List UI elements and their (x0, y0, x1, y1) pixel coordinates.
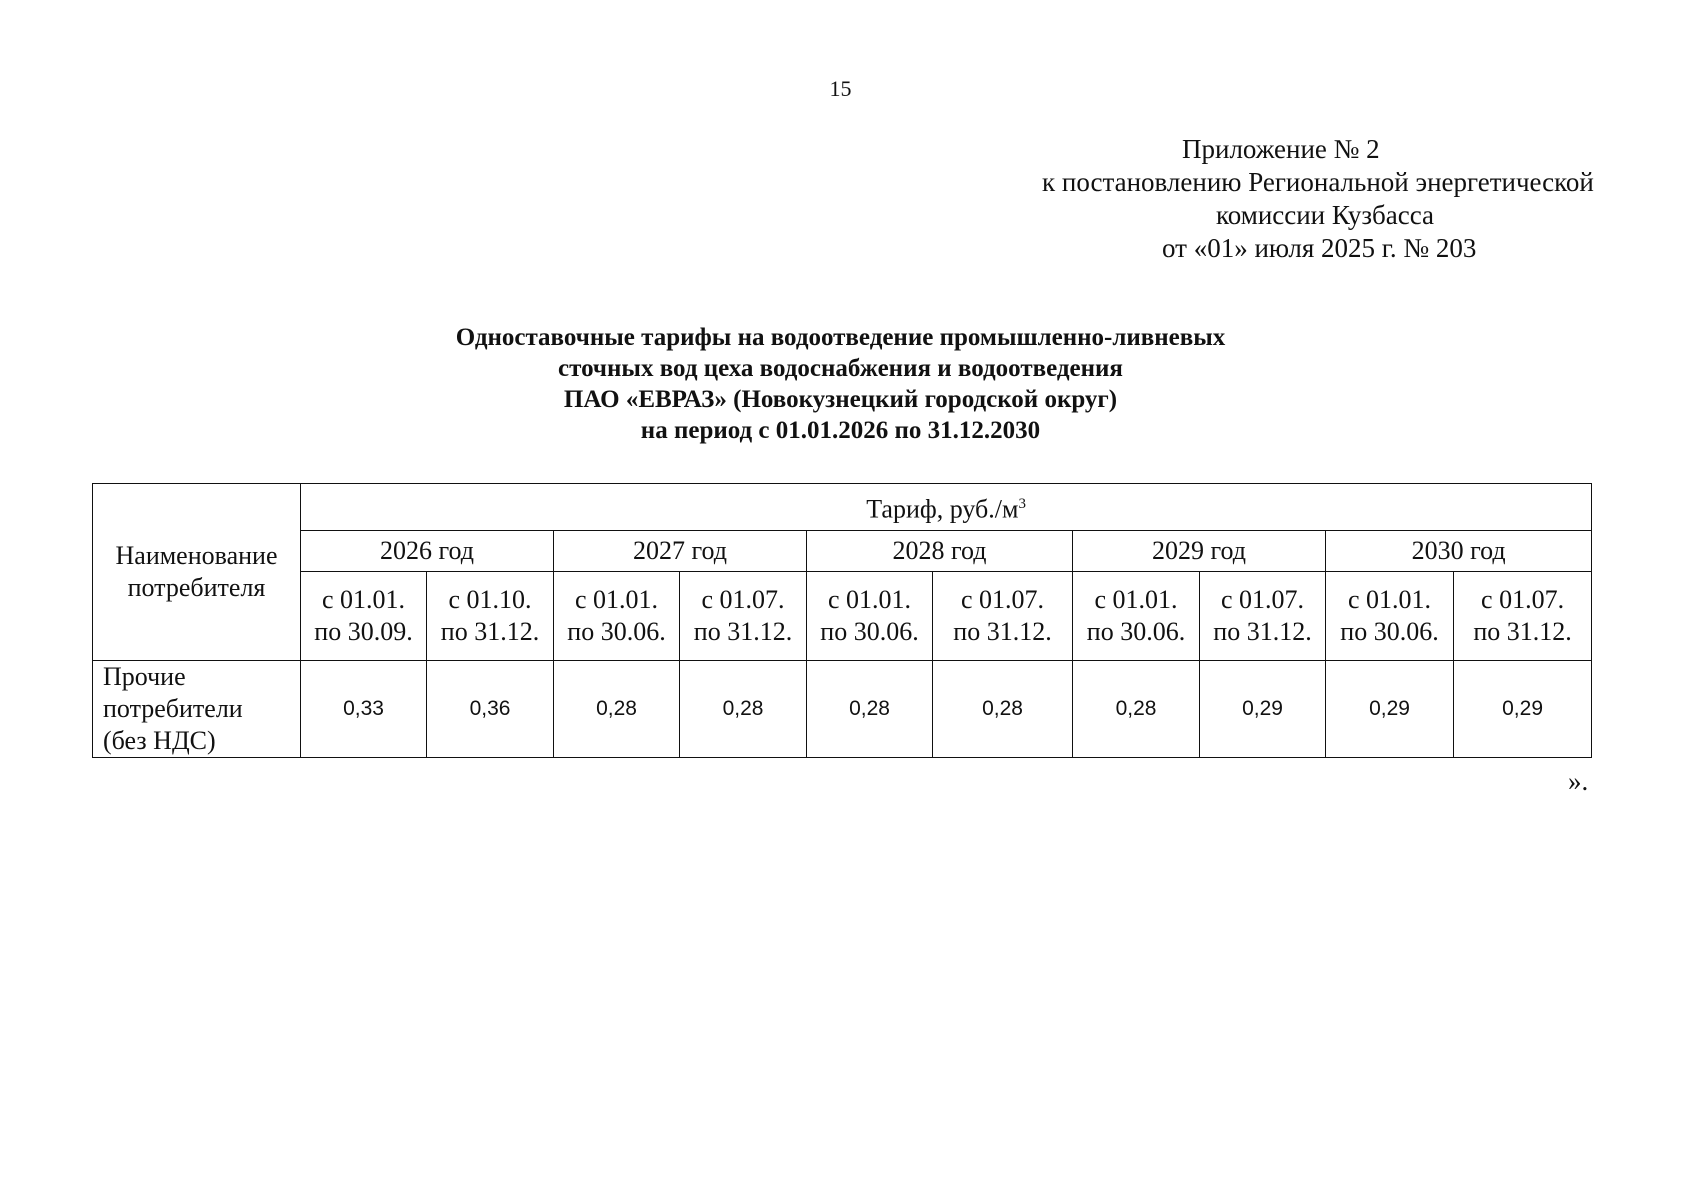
years-row (93, 531, 1592, 572)
tariff-value-cell: 0,28 (933, 661, 1073, 758)
period-header (301, 572, 427, 661)
tariff-value-cell: 0,29 (1200, 661, 1326, 758)
appendix-line: комиссии Кузбасса (1216, 200, 1435, 230)
tariff-value-cell: 0,29 (1454, 661, 1592, 758)
period-from: с 01.01. (1347, 585, 1432, 614)
period-header (1200, 572, 1326, 661)
tariff-value-cell: 0,36 (427, 661, 554, 758)
period-from: с 01.01. (1094, 585, 1178, 614)
period-from: с 01.07. (1481, 585, 1565, 614)
page-number: 15 (829, 76, 852, 101)
period-to: по 31.12. (440, 617, 540, 646)
tariff-value-cell: 0,28 (554, 661, 680, 758)
period-to: по 30.09. (314, 617, 413, 646)
header-text: потребителя (127, 573, 266, 602)
appendix-line: к постановлению Региональной энергетической (1042, 167, 1594, 197)
title-line: на период с 01.01.2026 по 31.12.2030 (640, 417, 1041, 444)
consumer-name-cell (93, 661, 301, 758)
title-line: сточных вод цеха водоснабжения и водоотведения (558, 355, 1123, 382)
appendix-line: Приложение № 2 (1182, 134, 1380, 164)
period-from: с 01.07. (960, 585, 1045, 614)
tariff-value-cell: 0,33 (301, 661, 427, 758)
consumer-name-line: (без НДС) (103, 726, 216, 755)
period-header (1454, 572, 1592, 661)
tariff-value-cell: 0,29 (1326, 661, 1454, 758)
year-header: 2026 год (301, 531, 554, 572)
period-header (933, 572, 1073, 661)
tariff-value-cell: 0,28 (680, 661, 807, 758)
tariff-header-superscript: 3 (1018, 496, 1026, 513)
period-to: по 30.06. (567, 617, 666, 646)
year-header: 2027 год (554, 531, 807, 572)
document-title (0, 322, 1681, 446)
consumer-name-header (93, 484, 301, 661)
table-row (93, 661, 1592, 758)
period-from: с 01.07. (701, 585, 785, 614)
title-line: ПАО «ЕВРАЗ» (Новокузнецкий городской округ) (563, 386, 1118, 413)
period-header (1073, 572, 1200, 661)
tariff-table (92, 483, 1592, 758)
tariff-header (301, 484, 1592, 531)
period-to: по 31.12. (953, 617, 1052, 646)
periods-row (93, 572, 1592, 661)
tariff-header-text: Тариф, руб./м (866, 494, 1019, 524)
period-from: с 01.01. (574, 585, 659, 614)
period-header (427, 572, 554, 661)
header-text: Наименование (115, 541, 278, 570)
consumer-name-line: Прочие (103, 662, 186, 691)
period-header (680, 572, 807, 661)
period-to: по 30.06. (1340, 617, 1439, 646)
closing-quote: ». (1568, 766, 1589, 796)
period-header (807, 572, 933, 661)
title-line: Одноставочные тарифы на водоотведение промышленно-ливневых (455, 324, 1226, 351)
period-to: по 31.12. (1213, 617, 1312, 646)
tariff-value-cell: 0,28 (1073, 661, 1200, 758)
year-header: 2030 год (1326, 531, 1592, 572)
period-header (554, 572, 680, 661)
year-header: 2028 год (807, 531, 1073, 572)
appendix-line: от «01» июля 2025 г. № 203 (1162, 233, 1477, 263)
consumer-name-line: потребители (103, 694, 243, 723)
period-to: по 30.06. (820, 617, 919, 646)
period-from: с 01.07. (1220, 585, 1305, 614)
period-to: по 30.06. (1086, 617, 1186, 646)
tariff-value-cell: 0,28 (807, 661, 933, 758)
period-from: с 01.01. (321, 585, 406, 614)
table-header-row (93, 484, 1592, 531)
period-from: с 01.10. (448, 585, 532, 614)
period-header (1326, 572, 1454, 661)
period-to: по 31.12. (693, 617, 793, 646)
appendix-header (1000, 133, 1681, 265)
period-from: с 01.01. (827, 585, 912, 614)
year-header: 2029 год (1073, 531, 1326, 572)
period-to: по 31.12. (1473, 617, 1572, 646)
